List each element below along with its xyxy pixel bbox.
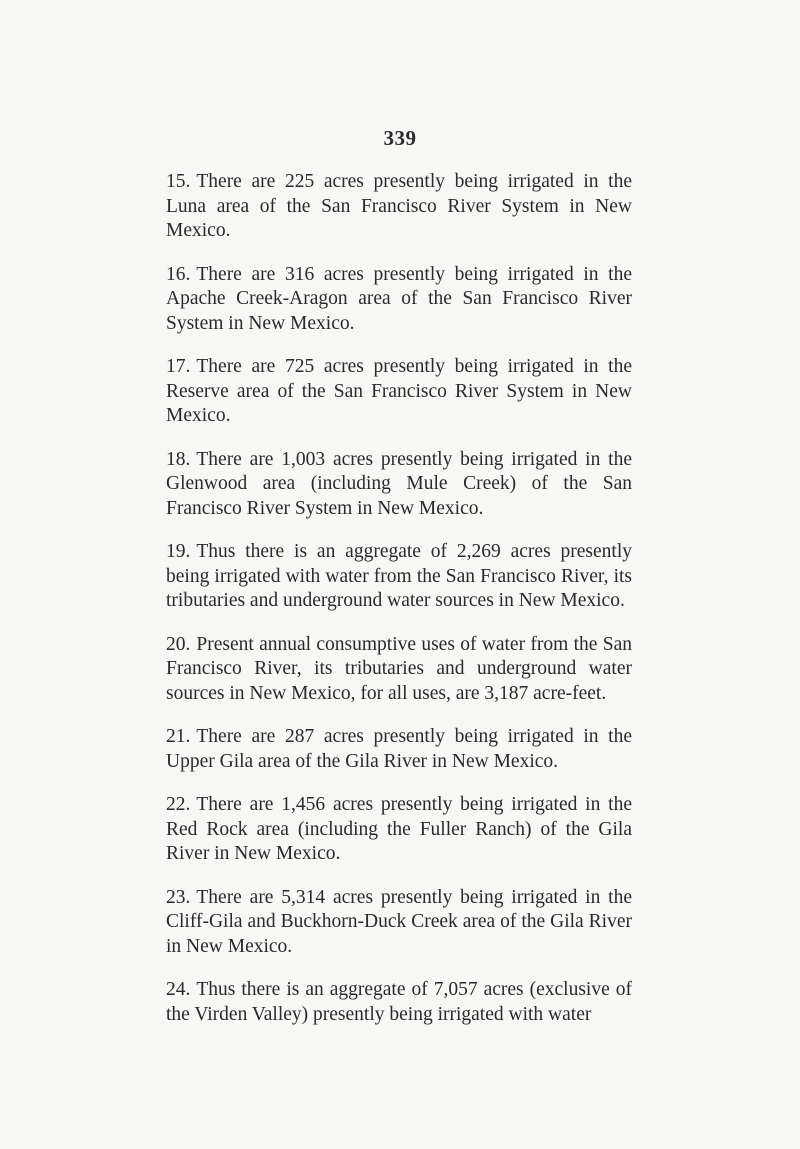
paragraph-list: [166, 170, 632, 1046]
paragraph-number: 19.: [166, 541, 191, 562]
paragraph-16: [166, 263, 632, 337]
paragraph-23: [166, 886, 632, 960]
paragraph-20: [166, 633, 632, 707]
paragraph-text: Thus there is an aggregate of 7,057 acres (exclusive of the Virden Valley) presently being irrigated with water: [166, 979, 632, 1025]
paragraph-text: Thus there is an aggregate of 2,269 acres presently being irrigated with water from the San Francisco River, its tributaries and underground water sources in New Mexico.: [166, 541, 632, 611]
paragraph-15: [166, 170, 632, 244]
paragraph-number: 22.: [166, 794, 191, 815]
paragraph-number: 17.: [166, 356, 191, 377]
paragraph-19: [166, 540, 632, 614]
paragraph-number: 18.: [166, 448, 191, 470]
paragraph-21: [166, 725, 632, 774]
paragraph-text: There are 5,314 acres presently being irrigated in the Cliff-Gila and Buckhorn-Duck Creek area of the Gila River in New Mexico.: [166, 886, 632, 957]
page-number: 339: [383, 126, 417, 150]
paragraph-number: 20.: [166, 633, 191, 655]
paragraph-number: 24.: [166, 979, 191, 1000]
paragraph-17: [166, 355, 632, 429]
paragraph-text: There are 1,003 acres presently being irrigated in the Glenwood area (including Mule Creek) of the San Francisco River System in New Mexico.: [166, 448, 632, 519]
paragraph-22: [166, 793, 632, 867]
paragraph-text: There are 725 acres presently being irrigated in the Reserve area of the San Francisco River System in New Mexico.: [166, 356, 632, 426]
paragraph-text: There are 1,456 acres presently being irrigated in the Red Rock area (including the Fuller Ranch) of the Gila River in New Mexico.: [166, 794, 632, 864]
paragraph-text: Present annual consumptive uses of water from the San Francisco River, its tributaries and underground water sources in New Mexico, for all uses, are 3,187 acre-feet.: [166, 633, 632, 704]
paragraph-number: 21.: [166, 726, 191, 747]
paragraph-text: There are 316 acres presently being irrigated in the Apache Creek-Aragon area of the San Francisco River System in New Mexico.: [166, 263, 632, 334]
paragraph-text: There are 287 acres presently being irrigated in the Upper Gila area of the Gila River in New Mexico.: [166, 726, 632, 772]
paragraph-text: There are 225 acres presently being irrigated in the Luna area of the San Francisco River System in New Mexico.: [166, 171, 632, 241]
paragraph-18: [166, 448, 632, 522]
paragraph-number: 23.: [166, 886, 191, 908]
paragraph-number: 15.: [166, 171, 191, 192]
paragraph-24: [166, 978, 632, 1027]
paragraph-number: 16.: [166, 263, 191, 285]
